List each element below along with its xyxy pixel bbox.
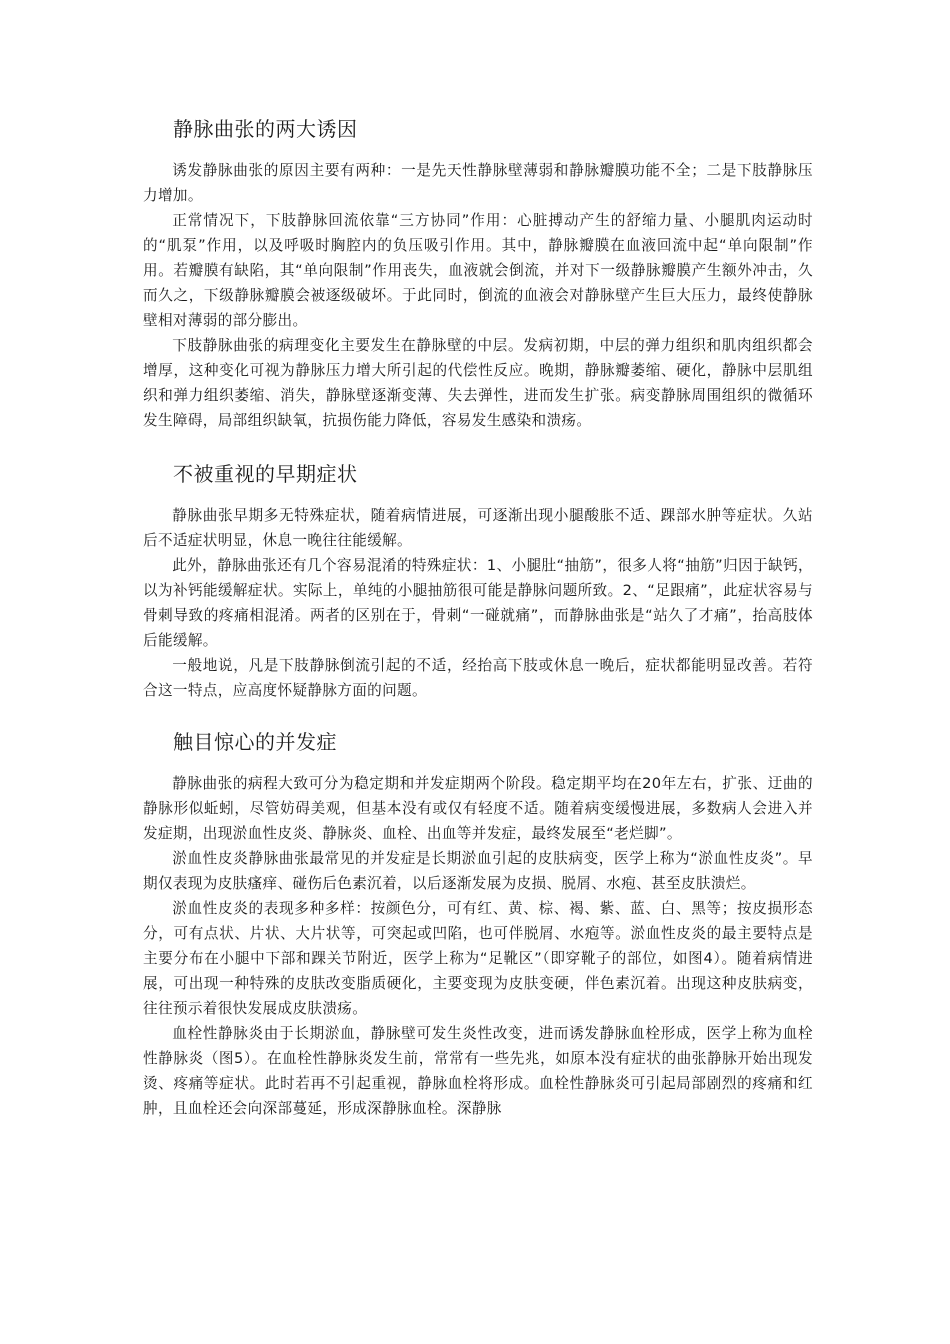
section-complications <box>143 727 813 1121</box>
paragraph: 正常情况下，下肢静脉回流依靠“三方协同”作用：心脏搏动产生的舒缩力量、小腿肌肉运动时的“肌泵”作用，以及呼吸时胸腔内的负压吸引作用。其中，静脉瓣膜在血液回流中起“单向限制”作用。若瓣膜有缺陷，其“单向限制”作用丧失，血液就会倒流，并对下一级静脉瓣膜产生额外冲击，久而久之，下级静脉瓣膜会被逐级破坏。于此同时，倒流的血液会对静脉壁产生巨大压力，最终使静脉壁相对薄弱的部分膨出。 <box>143 212 813 329</box>
section-causes <box>143 114 813 433</box>
section-heading: 静脉曲张的两大诱因 <box>173 117 358 141</box>
section-spacer <box>143 703 813 727</box>
paragraph: 下肢静脉曲张的病理变化主要发生在静脉壁的中层。发病初期，中层的弹力组织和肌肉组织都会增厚，这种变化可视为静脉压力增大所引起的代偿性反应。晚期，静脉瓣萎缩、硬化，静脉中层肌组织和弹力组织萎缩、消失，静脉壁逐渐变薄、失去弹性，进而发生扩张。病变静脉周围组织的微循环发生障碍，局部组织缺氧，抗损伤能力降低，容易发生感染和溃疡。 <box>143 337 813 429</box>
paragraph: 血栓性静脉炎由于长期淤血，静脉壁可发生炎性改变，进而诱发静脉血栓形成，医学上称为血栓性静脉炎（图5）。在血栓性静脉炎发生前，常常有一些先兆，如原本没有症状的曲张静脉开始出现发烫、疼痛等症状。此时若再不引起重视，静脉血栓将形成。血栓性静脉炎可引起局部剧烈的疼痛和红肿，且血栓还会向深部蔓延，形成深静脉血栓。深静脉 <box>143 1025 813 1117</box>
paragraph: 此外，静脉曲张还有几个容易混淆的特殊症状：1、小腿肚“抽筋”，很多人将“抽筋”归因于缺钙，以为补钙能缓解症状。实际上，单纯的小腿抽筋很可能是静脉问题所致。2、“足跟痛”，此症状容易与骨刺导致的疼痛相混淆。两者的区别在于，骨刺“一碰就痛”，而静脉曲张是“站久了才痛”，抬高肢体后能缓解。 <box>143 557 813 649</box>
section-spacer <box>143 433 813 459</box>
paragraph: 淤血性皮炎静脉曲张最常见的并发症是长期淤血引起的皮肤病变，医学上称为“淤血性皮炎”。早期仅表现为皮肤瘙痒、碰伤后色素沉着，以后逐渐发展为皮损、脱屑、水疱、甚至皮肤溃烂。 <box>143 850 813 892</box>
section-heading: 不被重视的早期症状 <box>173 462 358 486</box>
document-content <box>143 114 813 1121</box>
paragraph: 静脉曲张早期多无特殊症状，随着病情进展，可逐渐出现小腿酸胀不适、踝部水肿等症状。久站后不适症状明显，休息一晚往往能缓解。 <box>143 507 813 549</box>
paragraph: 静脉曲张的病程大致可分为稳定期和并发症期两个阶段。稳定期平均在20年左右，扩张、迂曲的静脉形似蚯蚓，尽管妨碍美观，但基本没有或仅有轻度不适。随着病变缓慢进展，多数病人会进入并发症期，出现淤血性皮炎、静脉炎、血栓、出血等并发症，最终发展至“老烂脚”。 <box>143 775 813 842</box>
section-early-symptoms <box>143 459 813 703</box>
section-heading: 触目惊心的并发症 <box>173 730 337 754</box>
paragraph: 诱发静脉曲张的原因主要有两种：一是先天性静脉壁薄弱和静脉瓣膜功能不全；二是下肢静脉压力增加。 <box>143 162 813 204</box>
paragraph: 一般地说，凡是下肢静脉倒流引起的不适，经抬高下肢或休息一晚后，症状都能明显改善。若符合这一特点，应高度怀疑静脉方面的问题。 <box>143 657 813 699</box>
paragraph: 淤血性皮炎的表现多种多样：按颜色分，可有红、黄、棕、褐、紫、蓝、白、黑等；按皮损形态分，可有点状、片状、大片状等，可突起或凹陷，也可伴脱屑、水疱等。淤血性皮炎的最主要特点是主要分布在小腿中下部和踝关节附近，医学上称为“足靴区”（即穿靴子的部位，如图4）。随着病情进展，可出现一种特殊的皮肤改变脂质硬化，主要变现为皮肤变硬，伴色素沉着。出现这种皮肤病变，往往预示着很快发展成皮肤溃疡。 <box>143 900 813 1017</box>
